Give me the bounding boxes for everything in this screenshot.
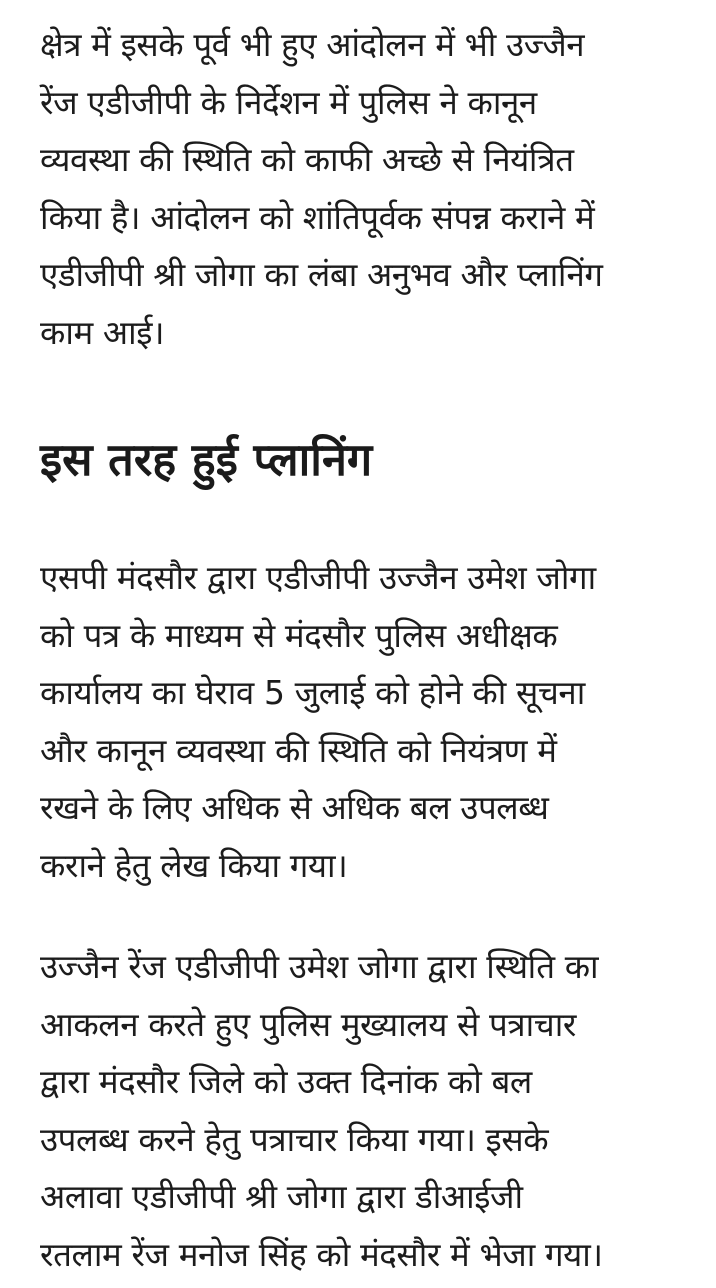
text-line: आकलन करते हुए पुलिस मुख्यालय से पत्राचार: [40, 1004, 576, 1044]
text-line: उज्जैन रेंज एडीजीपी उमेश जोगा द्वारा स्थिति का: [40, 947, 599, 986]
text-line: कार्यालय का घेराव 5 जुलाई को होने की सूचना: [40, 673, 585, 712]
text-line: एसपी मंदसौर द्वारा एडीजीपी उज्जैन उमेश जोगा: [40, 558, 596, 597]
text-line: क्षेत्र में इसके पूर्व भी हुए आंदोलन में भी उज्जैन: [40, 25, 585, 64]
text-line: एडीजीपी श्री जोगा का लंबा अनुभव और प्लानिंग: [40, 255, 603, 294]
text-line: को पत्र के माध्यम से मंदसौर पुलिस अधीक्षक: [40, 615, 558, 655]
text-line: कराने हेतु लेख किया गया।: [40, 845, 348, 885]
text-line: और कानून व्यवस्था की स्थिति को नियंत्रण में: [40, 730, 557, 770]
text-line: अलावा एडीजीपी श्री जोगा द्वारा डीआईजी: [40, 1177, 523, 1216]
text-line: द्वारा मंदसौर जिले को उक्त दिनांक को बल: [40, 1062, 532, 1101]
paragraph-intro: [40, 16, 603, 361]
paragraph-planning: [40, 549, 596, 894]
text-line: उपलब्ध करने हेतु पत्राचार किया गया। इसके: [40, 1119, 549, 1159]
text-line: व्यवस्था की स्थिति को काफी अच्छे से नियंत्रित: [40, 140, 574, 179]
text-line: रतलाम रेंज मनोज सिंह को मंदसौर में भेजा गया।: [40, 1234, 603, 1274]
text-line: रखने के लिए अधिक से अधिक बल उपलब्ध: [40, 788, 549, 827]
section-heading: इस तरह हुई प्लानिंग: [40, 433, 373, 486]
paragraph-correspondence: [40, 938, 603, 1283]
text-line: किया है। आंदोलन को शांतिपूर्वक संपन्न कराने में: [40, 197, 595, 237]
text-line: रेंज एडीजीपी के निर्देशन में पुलिस ने कानून: [40, 82, 537, 122]
text-line: काम आई।: [40, 312, 165, 352]
